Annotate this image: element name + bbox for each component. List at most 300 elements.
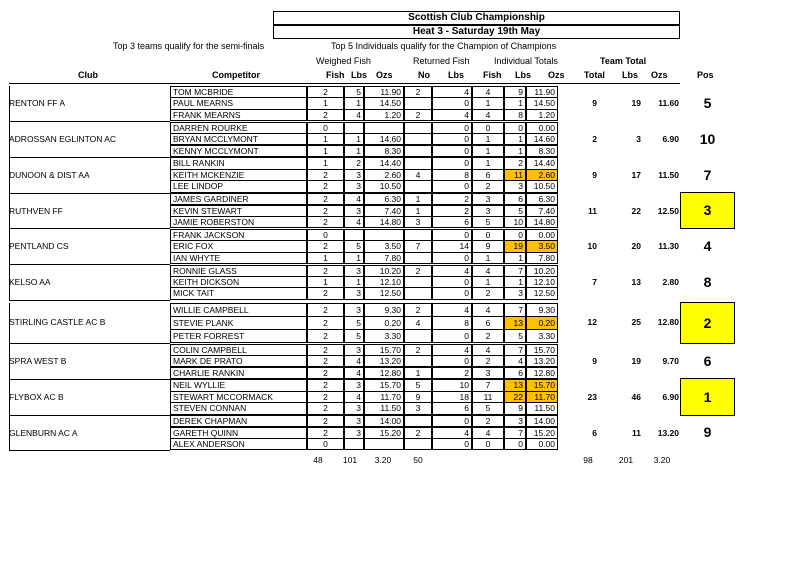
cell-no bbox=[404, 145, 432, 157]
cell-ozs: 8.30 bbox=[364, 145, 404, 157]
col-header-lbs: Lbs bbox=[448, 70, 465, 80]
cell-fish: 0 bbox=[307, 122, 344, 134]
cell-ilbs: 7 bbox=[504, 303, 526, 317]
team-total: 6 bbox=[592, 427, 597, 438]
cell-rlbs: 0 bbox=[432, 122, 472, 134]
cell-ilbs: 1 bbox=[504, 252, 526, 264]
cell-rlbs: 18 bbox=[432, 391, 472, 403]
team-position: 4 bbox=[703, 237, 712, 254]
cell-rlbs: 4 bbox=[432, 86, 472, 98]
cell-competitor: JAMES GARDINER bbox=[170, 193, 307, 205]
cell-lbs: 4 bbox=[344, 391, 364, 403]
cell-no: 1 bbox=[404, 193, 432, 205]
cell-ifish: 2 bbox=[472, 329, 504, 343]
team-lbs: 20 bbox=[631, 241, 641, 252]
cell-lbs: 3 bbox=[344, 180, 364, 192]
team-ozs: 11.60 bbox=[658, 98, 679, 109]
cell-competitor: WILLIE CAMPBELL bbox=[170, 303, 307, 317]
cell-rlbs: 2 bbox=[432, 205, 472, 217]
team-ozs: 12.50 bbox=[657, 205, 679, 216]
cell-ozs: 3.30 bbox=[364, 329, 404, 343]
cell-ilbs: 7 bbox=[504, 344, 526, 356]
team-total: 12 bbox=[587, 317, 597, 328]
cell-ifish: 4 bbox=[472, 427, 504, 439]
cell-rlbs: 4 bbox=[432, 109, 472, 121]
cell-rlbs: 0 bbox=[432, 180, 472, 192]
col-header-pos: Pos bbox=[697, 70, 714, 80]
cell-iozs: 15.70 bbox=[526, 344, 558, 356]
cell-iozs: 0.20 bbox=[526, 316, 558, 330]
team-lbs: 22 bbox=[631, 205, 641, 216]
club-name: DUNOON & DIST AA bbox=[9, 169, 90, 180]
cell-ifish: 4 bbox=[472, 265, 504, 277]
cell-competitor: COLIN CAMPBELL bbox=[170, 344, 307, 356]
cell-fish: 2 bbox=[307, 265, 344, 277]
cell-ifish: 1 bbox=[472, 252, 504, 264]
cell-competitor: MICK TAIT bbox=[170, 287, 307, 299]
cell-rlbs: 10 bbox=[432, 379, 472, 391]
grand-fish: 48 bbox=[313, 455, 323, 466]
cell-ilbs: 22 bbox=[504, 391, 526, 403]
cell-fish: 2 bbox=[307, 303, 344, 317]
group-weighed: Weighed Fish bbox=[316, 56, 371, 66]
team-ozs: 11.50 bbox=[658, 169, 679, 180]
col-header-ozs: Ozs bbox=[376, 70, 393, 80]
cell-rlbs: 0 bbox=[432, 276, 472, 288]
cell-iozs: 3.50 bbox=[526, 240, 558, 252]
team-lbs: 19 bbox=[631, 98, 641, 109]
cell-competitor: MARK DE PRATO bbox=[170, 355, 307, 367]
cell-rlbs: 2 bbox=[432, 367, 472, 379]
cell-ozs bbox=[364, 438, 404, 450]
cell-lbs: 3 bbox=[344, 303, 364, 317]
cell-fish: 2 bbox=[307, 109, 344, 121]
cell-fish: 1 bbox=[307, 276, 344, 288]
cell-ilbs: 3 bbox=[504, 180, 526, 192]
cell-fish: 2 bbox=[307, 344, 344, 356]
cell-fish: 1 bbox=[307, 252, 344, 264]
team-ozs: 2.80 bbox=[662, 276, 679, 287]
team-ozs: 9.70 bbox=[662, 356, 679, 367]
club-rule bbox=[9, 157, 170, 158]
cell-rlbs: 4 bbox=[432, 344, 472, 356]
cell-ilbs: 1 bbox=[504, 97, 526, 109]
club-rule bbox=[9, 193, 170, 194]
col-header-lbs: Lbs bbox=[515, 70, 532, 80]
cell-ozs: 10.50 bbox=[364, 180, 404, 192]
cell-competitor: STEVEN CONNAN bbox=[170, 402, 307, 414]
cell-iozs: 8.30 bbox=[526, 145, 558, 157]
team-total: 11 bbox=[588, 205, 597, 216]
cell-ifish: 3 bbox=[472, 367, 504, 379]
cell-ilbs: 6 bbox=[504, 193, 526, 205]
cell-fish: 2 bbox=[307, 240, 344, 252]
cell-iozs: 2.60 bbox=[526, 169, 558, 181]
cell-fish: 2 bbox=[307, 86, 344, 98]
cell-fish: 2 bbox=[307, 216, 344, 228]
team-total: 7 bbox=[592, 276, 597, 287]
cell-ifish: 11 bbox=[472, 391, 504, 403]
cell-ilbs: 9 bbox=[504, 402, 526, 414]
grand-total: 98 bbox=[583, 455, 593, 466]
cell-iozs: 14.50 bbox=[526, 97, 558, 109]
cell-ilbs: 6 bbox=[504, 367, 526, 379]
team-lbs: 3 bbox=[636, 134, 641, 145]
cell-iozs: 14.60 bbox=[526, 133, 558, 145]
col-header-ozs: Ozs bbox=[651, 70, 668, 80]
team-position: 3 bbox=[703, 202, 712, 219]
cell-competitor: STEWART MCCORMACK bbox=[170, 391, 307, 403]
team-lbs: 46 bbox=[631, 391, 641, 402]
cell-competitor: BILL RANKIN bbox=[170, 157, 307, 169]
group-team: Team Total bbox=[600, 56, 647, 66]
cell-ifish: 4 bbox=[472, 109, 504, 121]
club-rule bbox=[9, 300, 170, 301]
cell-ifish: 4 bbox=[472, 344, 504, 356]
cell-fish: 2 bbox=[307, 205, 344, 217]
cell-iozs: 12.80 bbox=[526, 367, 558, 379]
cell-ilbs: 1 bbox=[504, 133, 526, 145]
cell-ifish: 2 bbox=[472, 415, 504, 427]
cell-competitor: KEITH DICKSON bbox=[170, 276, 307, 288]
club-name: PENTLAND CS bbox=[9, 241, 69, 252]
cell-competitor: LEE LINDOP bbox=[170, 180, 307, 192]
cell-fish: 2 bbox=[307, 193, 344, 205]
header-rule bbox=[9, 83, 680, 84]
cell-lbs: 3 bbox=[344, 379, 364, 391]
team-ozs: 13.20 bbox=[657, 427, 679, 438]
cell-ifish: 3 bbox=[472, 205, 504, 217]
cell-ifish: 1 bbox=[472, 97, 504, 109]
cell-fish: 2 bbox=[307, 427, 344, 439]
cell-no: 2 bbox=[404, 109, 432, 121]
team-lbs: 25 bbox=[631, 317, 641, 328]
cell-ozs: 2.60 bbox=[364, 169, 404, 181]
cell-lbs: 5 bbox=[344, 240, 364, 252]
cell-iozs: 1.20 bbox=[526, 109, 558, 121]
cell-ozs: 14.80 bbox=[364, 216, 404, 228]
cell-competitor: ERIC FOX bbox=[170, 240, 307, 252]
cell-ilbs: 2 bbox=[504, 157, 526, 169]
club-rule bbox=[9, 343, 170, 344]
team-lbs: 19 bbox=[631, 356, 641, 367]
cell-competitor: PAUL MEARNS bbox=[170, 97, 307, 109]
cell-no: 1 bbox=[404, 367, 432, 379]
cell-rlbs: 0 bbox=[432, 229, 472, 241]
club-rule bbox=[9, 379, 170, 380]
note-semifinals: Top 3 teams qualify for the semi-finals bbox=[113, 41, 265, 51]
sheet-title: Scottish Club Championship bbox=[273, 11, 680, 25]
cell-rlbs: 8 bbox=[432, 169, 472, 181]
cell-ozs: 0.20 bbox=[364, 316, 404, 330]
cell-ifish: 5 bbox=[472, 216, 504, 228]
cell-rlbs: 4 bbox=[432, 427, 472, 439]
cell-iozs: 15.20 bbox=[526, 427, 558, 439]
cell-ozs: 14.60 bbox=[364, 133, 404, 145]
cell-iozs: 3.30 bbox=[526, 329, 558, 343]
cell-iozs: 11.50 bbox=[526, 402, 558, 414]
club-name: STIRLING CASTLE AC B bbox=[9, 317, 106, 328]
cell-ilbs: 0 bbox=[504, 122, 526, 134]
cell-rlbs: 0 bbox=[432, 355, 472, 367]
grand-ozs: 3.20 bbox=[374, 455, 392, 466]
cell-fish: 1 bbox=[307, 133, 344, 145]
cell-competitor: FRANK JACKSON bbox=[170, 229, 307, 241]
team-ozs: 11.30 bbox=[658, 241, 679, 252]
cell-rlbs: 6 bbox=[432, 402, 472, 414]
cell-ifish: 7 bbox=[472, 379, 504, 391]
cell-ozs: 9.30 bbox=[364, 303, 404, 317]
cell-ifish: 9 bbox=[472, 240, 504, 252]
col-header-fish: Fish bbox=[326, 70, 345, 80]
cell-ilbs: 0 bbox=[504, 229, 526, 241]
cell-ozs: 14.00 bbox=[364, 415, 404, 427]
cell-rlbs: 0 bbox=[432, 415, 472, 427]
cell-ozs: 7.40 bbox=[364, 205, 404, 217]
club-rule bbox=[9, 264, 170, 265]
cell-iozs: 6.30 bbox=[526, 193, 558, 205]
cell-fish: 2 bbox=[307, 316, 344, 330]
cell-no bbox=[404, 438, 432, 450]
col-header-fish: Fish bbox=[483, 70, 502, 80]
club-name: SPRA WEST B bbox=[9, 356, 67, 367]
cell-fish: 1 bbox=[307, 145, 344, 157]
cell-iozs: 0.00 bbox=[526, 438, 558, 450]
cell-rlbs: 8 bbox=[432, 316, 472, 330]
cell-ozs: 13.20 bbox=[364, 355, 404, 367]
cell-ilbs: 3 bbox=[504, 415, 526, 427]
col-header-lbs: Lbs bbox=[622, 70, 639, 80]
cell-ozs: 6.30 bbox=[364, 193, 404, 205]
cell-ilbs: 3 bbox=[504, 287, 526, 299]
cell-ifish: 4 bbox=[472, 86, 504, 98]
group-returned: Returned Fish bbox=[413, 56, 470, 66]
cell-ilbs: 7 bbox=[504, 265, 526, 277]
cell-ozs: 12.80 bbox=[364, 367, 404, 379]
cell-competitor: GARETH QUINN bbox=[170, 427, 307, 439]
cell-ifish: 2 bbox=[472, 180, 504, 192]
col-header-no: No bbox=[418, 70, 430, 80]
team-total: 9 bbox=[592, 356, 597, 367]
cell-competitor: DEREK CHAPMAN bbox=[170, 415, 307, 427]
cell-no bbox=[404, 252, 432, 264]
cell-ozs: 12.10 bbox=[364, 276, 404, 288]
club-rule bbox=[9, 121, 170, 122]
club-name: RUTHVEN FF bbox=[9, 205, 63, 216]
cell-ozs: 11.70 bbox=[364, 391, 404, 403]
grand-lbs: 101 bbox=[342, 455, 358, 466]
cell-rlbs: 0 bbox=[432, 133, 472, 145]
club-name: FLYBOX AC B bbox=[9, 391, 64, 402]
cell-iozs: 0.00 bbox=[526, 229, 558, 241]
cell-lbs: 4 bbox=[344, 193, 364, 205]
cell-rlbs: 4 bbox=[432, 303, 472, 317]
cell-iozs: 11.70 bbox=[526, 391, 558, 403]
team-ozs: 6.90 bbox=[662, 391, 679, 402]
cell-lbs bbox=[344, 438, 364, 450]
cell-ifish: 4 bbox=[472, 303, 504, 317]
cell-rlbs: 0 bbox=[432, 287, 472, 299]
cell-lbs: 2 bbox=[344, 157, 364, 169]
team-position: 9 bbox=[703, 424, 712, 441]
cell-lbs: 1 bbox=[344, 145, 364, 157]
cell-ilbs: 1 bbox=[504, 276, 526, 288]
cell-lbs: 5 bbox=[344, 329, 364, 343]
cell-ifish: 0 bbox=[472, 122, 504, 134]
cell-iozs: 7.80 bbox=[526, 252, 558, 264]
cell-fish: 2 bbox=[307, 287, 344, 299]
grand-tozs: 3.20 bbox=[653, 455, 671, 466]
cell-ilbs: 5 bbox=[504, 329, 526, 343]
team-ozs: 12.80 bbox=[657, 317, 679, 328]
cell-competitor: JAMIE ROBERSTON bbox=[170, 216, 307, 228]
cell-lbs: 1 bbox=[344, 252, 364, 264]
cell-iozs: 13.20 bbox=[526, 355, 558, 367]
cell-lbs: 5 bbox=[344, 86, 364, 98]
note-champions: Top 5 Individuals qualify for the Champion of Champions bbox=[331, 41, 557, 51]
cell-lbs: 1 bbox=[344, 133, 364, 145]
cell-rlbs: 14 bbox=[432, 240, 472, 252]
cell-lbs: 3 bbox=[344, 415, 364, 427]
cell-no: 1 bbox=[404, 205, 432, 217]
cell-ozs: 14.50 bbox=[364, 97, 404, 109]
cell-ilbs: 13 bbox=[504, 379, 526, 391]
team-position: 2 bbox=[703, 314, 712, 331]
cell-rlbs: 4 bbox=[432, 265, 472, 277]
cell-fish: 2 bbox=[307, 329, 344, 343]
cell-lbs: 4 bbox=[344, 216, 364, 228]
cell-iozs: 10.20 bbox=[526, 265, 558, 277]
club-name: GLENBURN AC A bbox=[9, 427, 78, 438]
cell-ilbs: 9 bbox=[504, 86, 526, 98]
cell-lbs: 1 bbox=[344, 276, 364, 288]
cell-no: 5 bbox=[404, 379, 432, 391]
team-total: 9 bbox=[592, 98, 597, 109]
cell-competitor: IAN WHYTE bbox=[170, 252, 307, 264]
cell-ifish: 1 bbox=[472, 145, 504, 157]
cell-competitor: KENNY MCCLYMONT bbox=[170, 145, 307, 157]
team-lbs: 11 bbox=[632, 427, 641, 438]
cell-ozs: 11.90 bbox=[364, 86, 404, 98]
cell-no: 4 bbox=[404, 316, 432, 330]
team-position: 1 bbox=[703, 388, 712, 405]
cell-fish: 2 bbox=[307, 169, 344, 181]
cell-ifish: 2 bbox=[472, 287, 504, 299]
cell-iozs: 11.90 bbox=[526, 86, 558, 98]
cell-ozs: 1.20 bbox=[364, 109, 404, 121]
cell-fish: 2 bbox=[307, 415, 344, 427]
cell-ozs: 10.20 bbox=[364, 265, 404, 277]
cell-no bbox=[404, 180, 432, 192]
col-header-club: Club bbox=[78, 70, 98, 80]
club-name: KELSO AA bbox=[9, 276, 51, 287]
cell-ifish: 0 bbox=[472, 229, 504, 241]
cell-lbs: 4 bbox=[344, 367, 364, 379]
cell-competitor: STEVIE PLANK bbox=[170, 316, 307, 330]
cell-fish: 2 bbox=[307, 391, 344, 403]
cell-fish: 0 bbox=[307, 229, 344, 241]
col-header-competitor: Competitor bbox=[212, 70, 260, 80]
cell-rlbs: 0 bbox=[432, 145, 472, 157]
group-individual: Individual Totals bbox=[494, 56, 558, 66]
cell-lbs: 3 bbox=[344, 169, 364, 181]
cell-ifish: 6 bbox=[472, 316, 504, 330]
cell-ifish: 3 bbox=[472, 193, 504, 205]
cell-ozs: 12.50 bbox=[364, 287, 404, 299]
cell-ozs: 15.20 bbox=[364, 427, 404, 439]
cell-ozs: 11.50 bbox=[364, 402, 404, 414]
cell-fish: 1 bbox=[307, 157, 344, 169]
cell-fish: 2 bbox=[307, 379, 344, 391]
col-header-total: Total bbox=[584, 70, 605, 80]
cell-competitor: CHARLIE RANKIN bbox=[170, 367, 307, 379]
cell-no: 3 bbox=[404, 216, 432, 228]
cell-iozs: 10.50 bbox=[526, 180, 558, 192]
cell-rlbs: 0 bbox=[432, 252, 472, 264]
cell-competitor: ALEX ANDERSON bbox=[170, 438, 307, 450]
cell-rlbs: 2 bbox=[432, 193, 472, 205]
cell-no: 2 bbox=[404, 265, 432, 277]
team-total: 10 bbox=[587, 241, 597, 252]
cell-lbs: 3 bbox=[344, 265, 364, 277]
cell-ozs: 15.70 bbox=[364, 344, 404, 356]
cell-iozs: 12.50 bbox=[526, 287, 558, 299]
cell-no: 2 bbox=[404, 427, 432, 439]
team-position: 5 bbox=[703, 95, 712, 112]
cell-ilbs: 13 bbox=[504, 316, 526, 330]
team-lbs: 13 bbox=[631, 276, 641, 287]
col-header-lbs: Lbs bbox=[351, 70, 368, 80]
club-name: RENTON FF A bbox=[9, 98, 66, 109]
cell-ifish: 2 bbox=[472, 355, 504, 367]
cell-fish: 2 bbox=[307, 355, 344, 367]
cell-lbs: 4 bbox=[344, 355, 364, 367]
cell-no: 2 bbox=[404, 86, 432, 98]
cell-fish: 2 bbox=[307, 402, 344, 414]
cell-ilbs: 0 bbox=[504, 438, 526, 450]
cell-ilbs: 10 bbox=[504, 216, 526, 228]
cell-no: 7 bbox=[404, 240, 432, 252]
team-position: 8 bbox=[703, 273, 712, 290]
cell-lbs: 1 bbox=[344, 97, 364, 109]
cell-fish: 1 bbox=[307, 97, 344, 109]
cell-rlbs: 0 bbox=[432, 329, 472, 343]
cell-rlbs: 0 bbox=[432, 438, 472, 450]
cell-fish: 2 bbox=[307, 367, 344, 379]
cell-lbs: 3 bbox=[344, 287, 364, 299]
team-position: 7 bbox=[703, 166, 712, 183]
cell-ilbs: 11 bbox=[504, 169, 526, 181]
cell-iozs: 14.00 bbox=[526, 415, 558, 427]
cell-ifish: 1 bbox=[472, 276, 504, 288]
cell-ifish: 5 bbox=[472, 402, 504, 414]
cell-ilbs: 1 bbox=[504, 145, 526, 157]
club-rule bbox=[9, 415, 170, 416]
team-lbs: 17 bbox=[631, 169, 641, 180]
cell-iozs: 7.40 bbox=[526, 205, 558, 217]
cell-iozs: 15.70 bbox=[526, 379, 558, 391]
cell-no: 4 bbox=[404, 169, 432, 181]
cell-ilbs: 4 bbox=[504, 355, 526, 367]
cell-fish: 0 bbox=[307, 438, 344, 450]
cell-no bbox=[404, 287, 432, 299]
team-position: 10 bbox=[699, 130, 716, 147]
cell-no: 3 bbox=[404, 402, 432, 414]
cell-iozs: 14.40 bbox=[526, 157, 558, 169]
cell-lbs: 3 bbox=[344, 427, 364, 439]
cell-competitor: KEITH MCKENZIE bbox=[170, 169, 307, 181]
cell-ifish: 6 bbox=[472, 169, 504, 181]
